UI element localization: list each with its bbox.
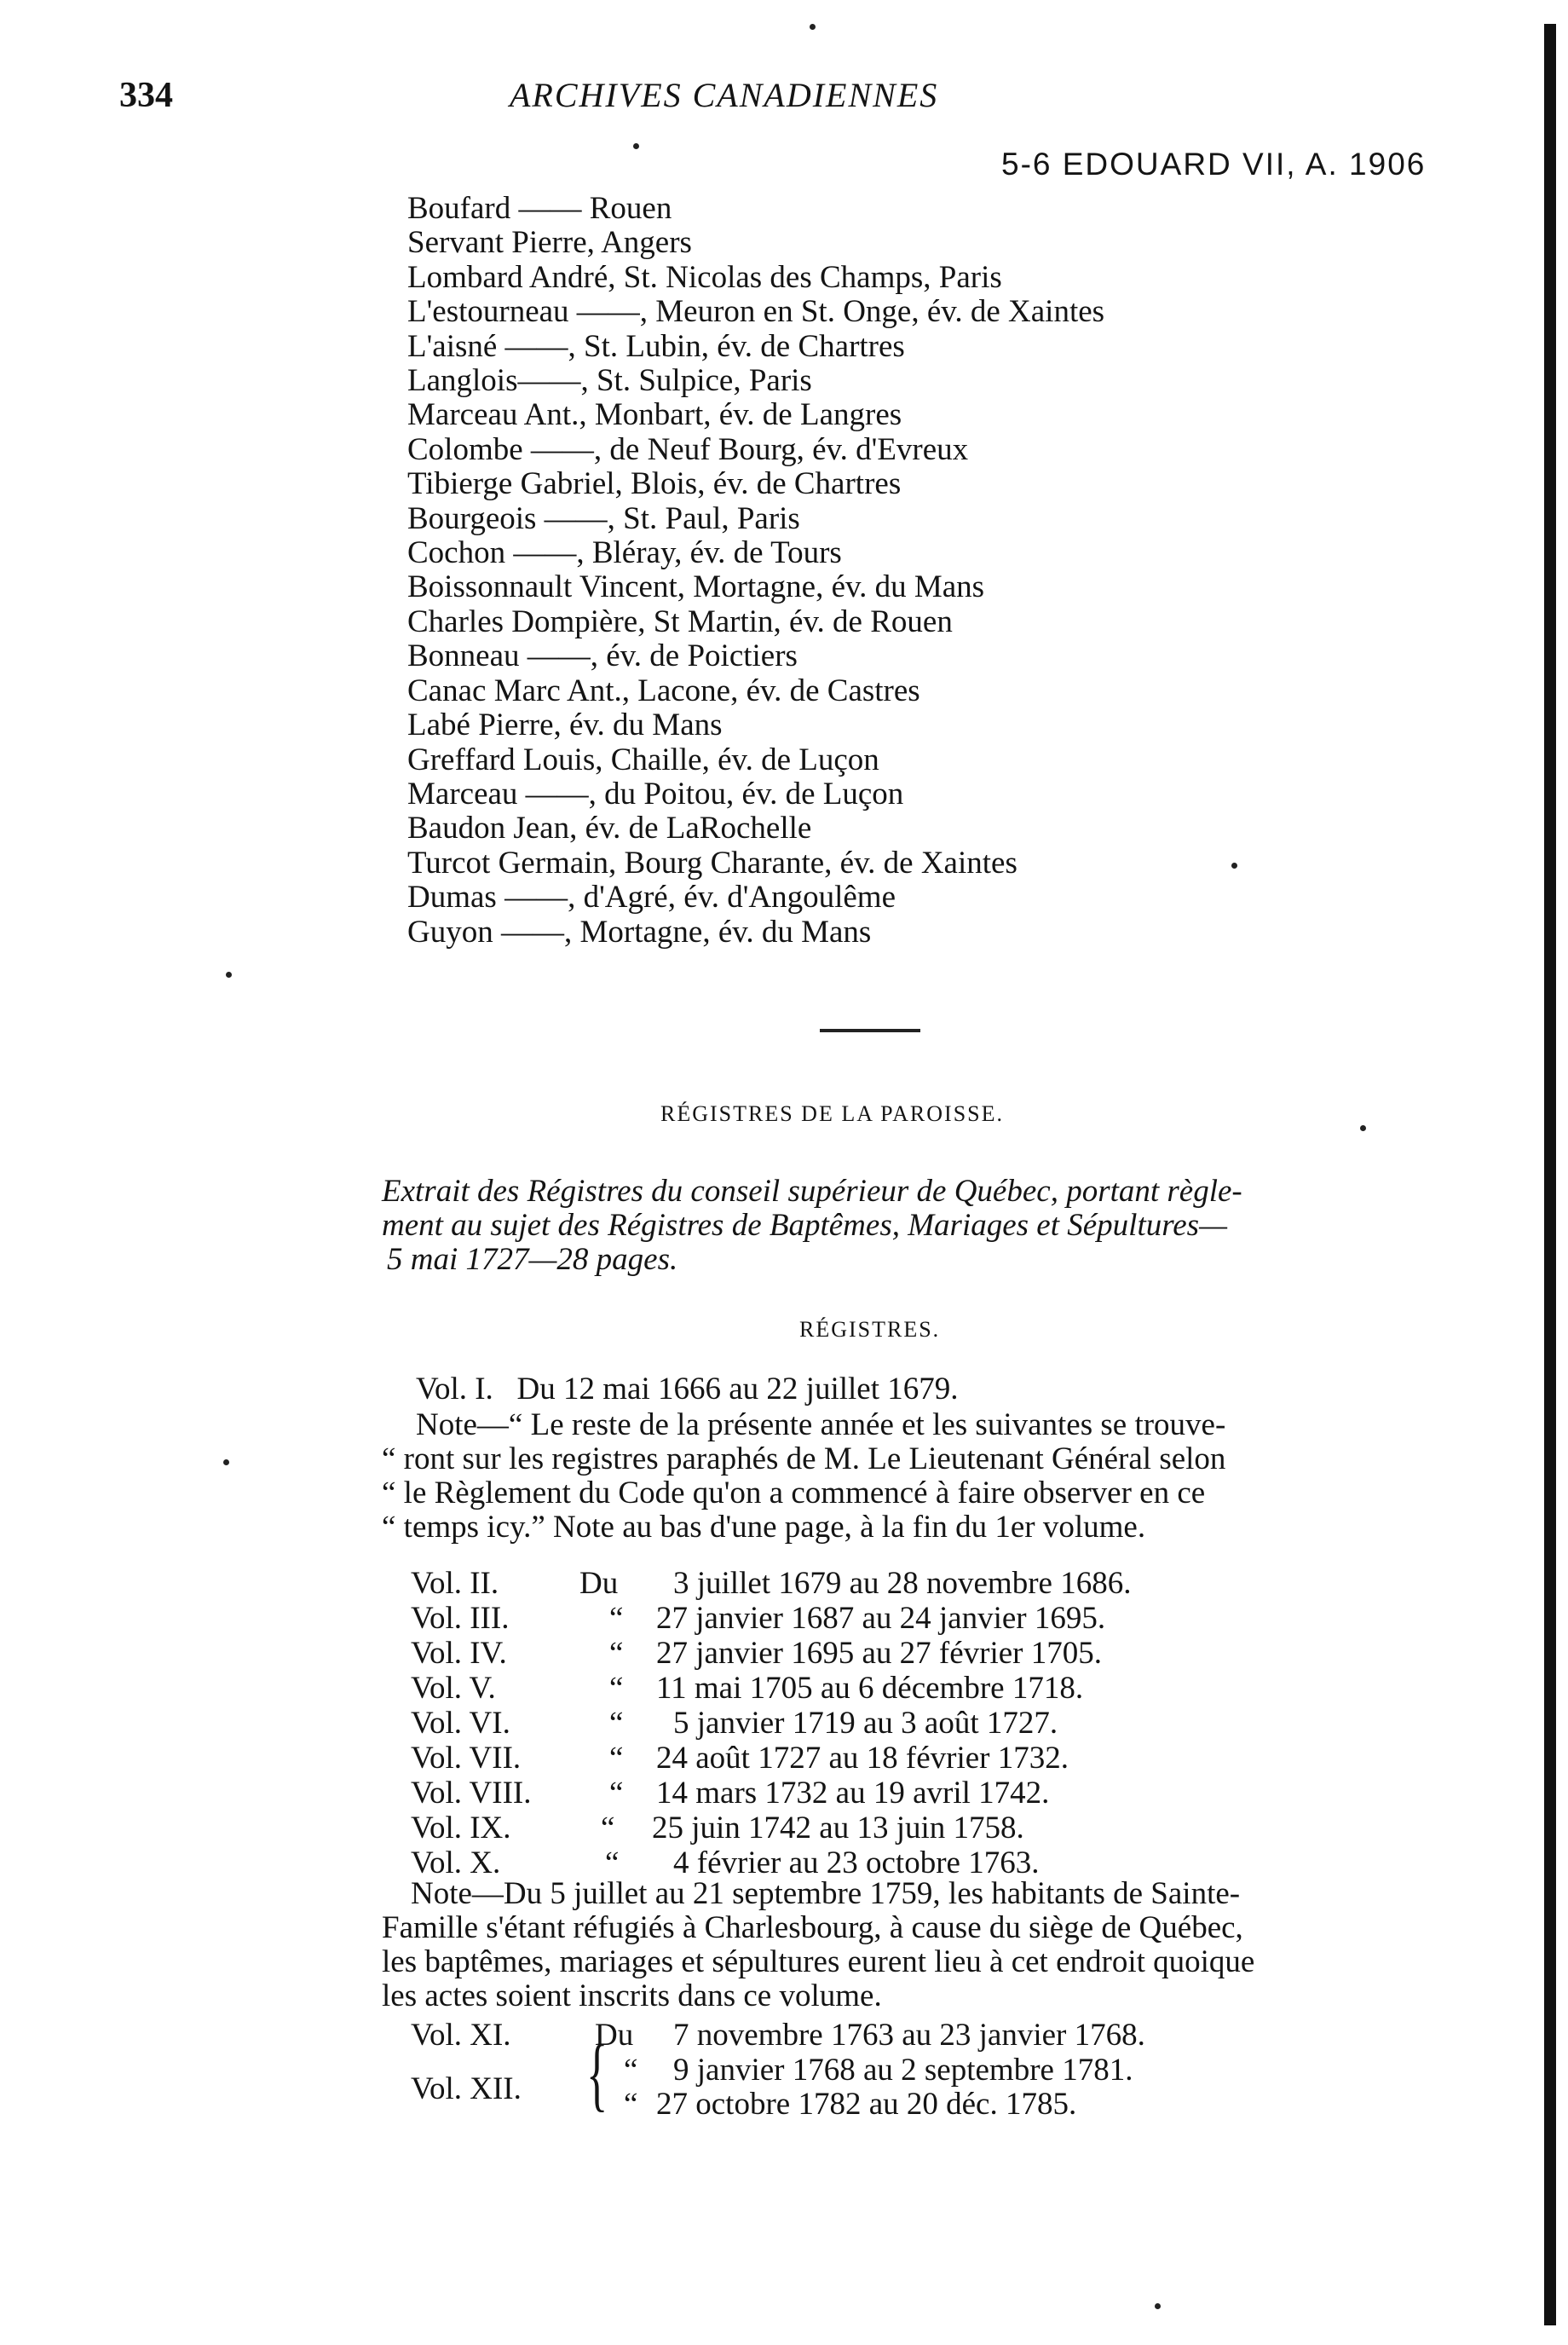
vol-du: “ — [601, 1811, 615, 1845]
list-item: Colombe ——, de Neuf Bourg, év. d'Evreux — [407, 431, 969, 467]
note1-line: “ temps icy.” Note au bas d'une page, à la fin du 1er volume. — [382, 1510, 1146, 1545]
list-item: Cochon ——, Bléray, év. de Tours — [407, 535, 842, 571]
list-item: L'aisné ——, St. Lubin, év. de Chartres — [407, 328, 905, 364]
list-item: Bourgeois ——, St. Paul, Paris — [407, 500, 800, 536]
edition-label: 5-6 EDOUARD VII, A. 1906 — [1001, 147, 1427, 182]
extract-line: 5 mai 1727—28 pages. — [387, 1242, 678, 1277]
note2-line: les baptêmes, mariages et sépultures eurent lieu à cet endroit quoique — [382, 1944, 1255, 1979]
note2-paragraph — [382, 1877, 1379, 2013]
vol-dates: 27 octobre 1782 au 20 déc. 1785. — [656, 2087, 1077, 2122]
list-item: Tibierge Gabriel, Blois, év. de Chartres — [407, 466, 902, 502]
vol-dates: 27 janvier 1695 au 27 février 1705. — [656, 1636, 1102, 1671]
scan-speck — [1155, 2303, 1161, 2309]
section-title: RÉGISTRES DE LA PAROISSE. — [660, 1101, 1004, 1126]
list-item: Langlois——, St. Sulpice, Paris — [407, 363, 812, 399]
vol-dates: 5 janvier 1719 au 3 août 1727. — [673, 1706, 1058, 1741]
vol-dates: 3 juillet 1679 au 28 novembre 1686. — [673, 1566, 1132, 1601]
vol-dates: 24 août 1727 au 18 février 1732. — [656, 1741, 1069, 1776]
list-item: Boufard —— Rouen — [407, 191, 672, 226]
vol-du: “ — [609, 1601, 624, 1636]
page-number: 334 — [119, 76, 173, 115]
scan-speck — [226, 972, 232, 978]
list-item: Labé Pierre, év. du Mans — [407, 708, 723, 743]
list-item: Marceau Ant., Monbart, év. de Langres — [407, 397, 902, 433]
vol-label: Vol. VIII. — [411, 1776, 532, 1811]
note1-line: “ le Règlement du Code qu'on a commencé à faire observer en ce — [382, 1476, 1206, 1510]
extract-paragraph — [382, 1175, 1375, 1277]
list-item: Charles Dompière, St Martin, év. de Rouen — [407, 604, 953, 639]
vol-dates: 7 novembre 1763 au 23 janvier 1768. — [673, 2018, 1145, 2053]
list-item: Greffard Louis, Chaille, év. de Luçon — [407, 742, 879, 777]
note2-line: Note—Du 5 juillet au 21 septembre 1759, les habitants de Sainte- — [411, 1876, 1241, 1911]
vol-label: Vol. II. — [411, 1566, 499, 1601]
vol-du: “ — [609, 1776, 624, 1811]
brace-glyph: { — [586, 2028, 608, 2119]
vol-label: Vol. III. — [411, 1601, 510, 1636]
right-edge-bar — [1544, 24, 1556, 2325]
scan-speck — [633, 143, 639, 149]
running-title: ARCHIVES CANADIENNES — [510, 76, 939, 114]
note1-paragraph — [382, 1408, 1379, 1545]
vol-dates: 11 mai 1705 au 6 décembre 1718. — [656, 1671, 1084, 1706]
vol-du: Du — [595, 2018, 634, 2053]
list-item: Guyon ——, Mortagne, év. du Mans — [407, 914, 872, 950]
note1-line: Note—“ Le reste de la présente année et les suivantes se trouve- — [416, 1407, 1226, 1442]
scan-speck — [223, 1459, 229, 1465]
list-item: Baudon Jean, év. de LaRochelle — [407, 811, 812, 846]
vol-dates: 9 janvier 1768 au 2 septembre 1781. — [673, 2053, 1133, 2088]
vol-label: Vol. VII. — [411, 1741, 522, 1776]
vol-dates: 25 juin 1742 au 13 juin 1758. — [652, 1811, 1024, 1845]
vol1-text: Vol. I. Du 12 mai 1666 au 22 juillet 1679. — [416, 1372, 959, 1406]
note2-line: les actes soient inscrits dans ce volume. — [382, 1978, 882, 2013]
vol-label: Vol. X. — [411, 1845, 501, 1880]
extract-line: ment au sujet des Régistres de Baptêmes, Mariages et Sépultures— — [382, 1208, 1227, 1243]
list-item: Canac Marc Ant., Lacone, év. de Castres — [407, 673, 920, 708]
scan-speck — [810, 24, 816, 30]
list-item: Marceau ——, du Poitou, év. de Luçon — [407, 776, 904, 812]
vol-du: “ — [609, 1741, 624, 1776]
vol-du: “ — [624, 2087, 638, 2122]
vol-label: Vol. V. — [411, 1671, 496, 1706]
note1-line: “ ront sur les registres paraphés de M. Le Lieutenant Général selon — [382, 1441, 1226, 1476]
scan-speck — [1360, 1125, 1366, 1131]
list-item: Boissonnault Vincent, Mortagne, év. du Mans — [407, 569, 985, 605]
list-item: Servant Pierre, Angers — [407, 225, 692, 261]
registres-subtitle: RÉGISTRES. — [799, 1317, 941, 1342]
list-item: Dumas ——, d'Agré, év. d'Angoulême — [407, 880, 896, 915]
vol-du: “ — [624, 2053, 638, 2088]
vol-dates: 27 janvier 1687 au 24 janvier 1695. — [656, 1601, 1106, 1636]
vol-dates: 4 février au 23 octobre 1763. — [673, 1845, 1040, 1880]
extract-line: Extrait des Régistres du conseil supérieur de Québec, portant règle- — [382, 1174, 1242, 1209]
list-item: Lombard André, St. Nicolas des Champs, Paris — [407, 259, 1002, 295]
note2-line: Famille s'étant réfugiés à Charlesbourg, à cause du siège de Québec, — [382, 1910, 1243, 1945]
vol-label: Vol. XII. — [411, 2071, 522, 2106]
vol-dates: 14 mars 1732 au 19 avril 1742. — [656, 1776, 1050, 1811]
vol-label: Vol. XI. — [411, 2018, 511, 2053]
vol-du: “ — [605, 1845, 620, 1880]
vol1-line — [416, 1372, 959, 1406]
vol-du: Du — [579, 1566, 619, 1601]
vol-du: “ — [609, 1636, 624, 1671]
vol-label: Vol. IX. — [411, 1811, 511, 1845]
section-divider — [820, 1029, 920, 1032]
vol-label: Vol. IV. — [411, 1636, 507, 1671]
vol-label: Vol. VI. — [411, 1706, 510, 1741]
scan-speck — [1231, 863, 1237, 869]
vol-du: “ — [609, 1671, 624, 1706]
names-list — [407, 192, 1104, 950]
list-item: Turcot Germain, Bourg Charante, év. de Xaintes — [407, 845, 1017, 881]
list-item: L'estourneau ——, Meuron en St. Onge, év. de Xaintes — [407, 294, 1105, 330]
list-item: Bonneau ——, év. de Poictiers — [407, 638, 798, 674]
vol-du: “ — [609, 1706, 624, 1741]
